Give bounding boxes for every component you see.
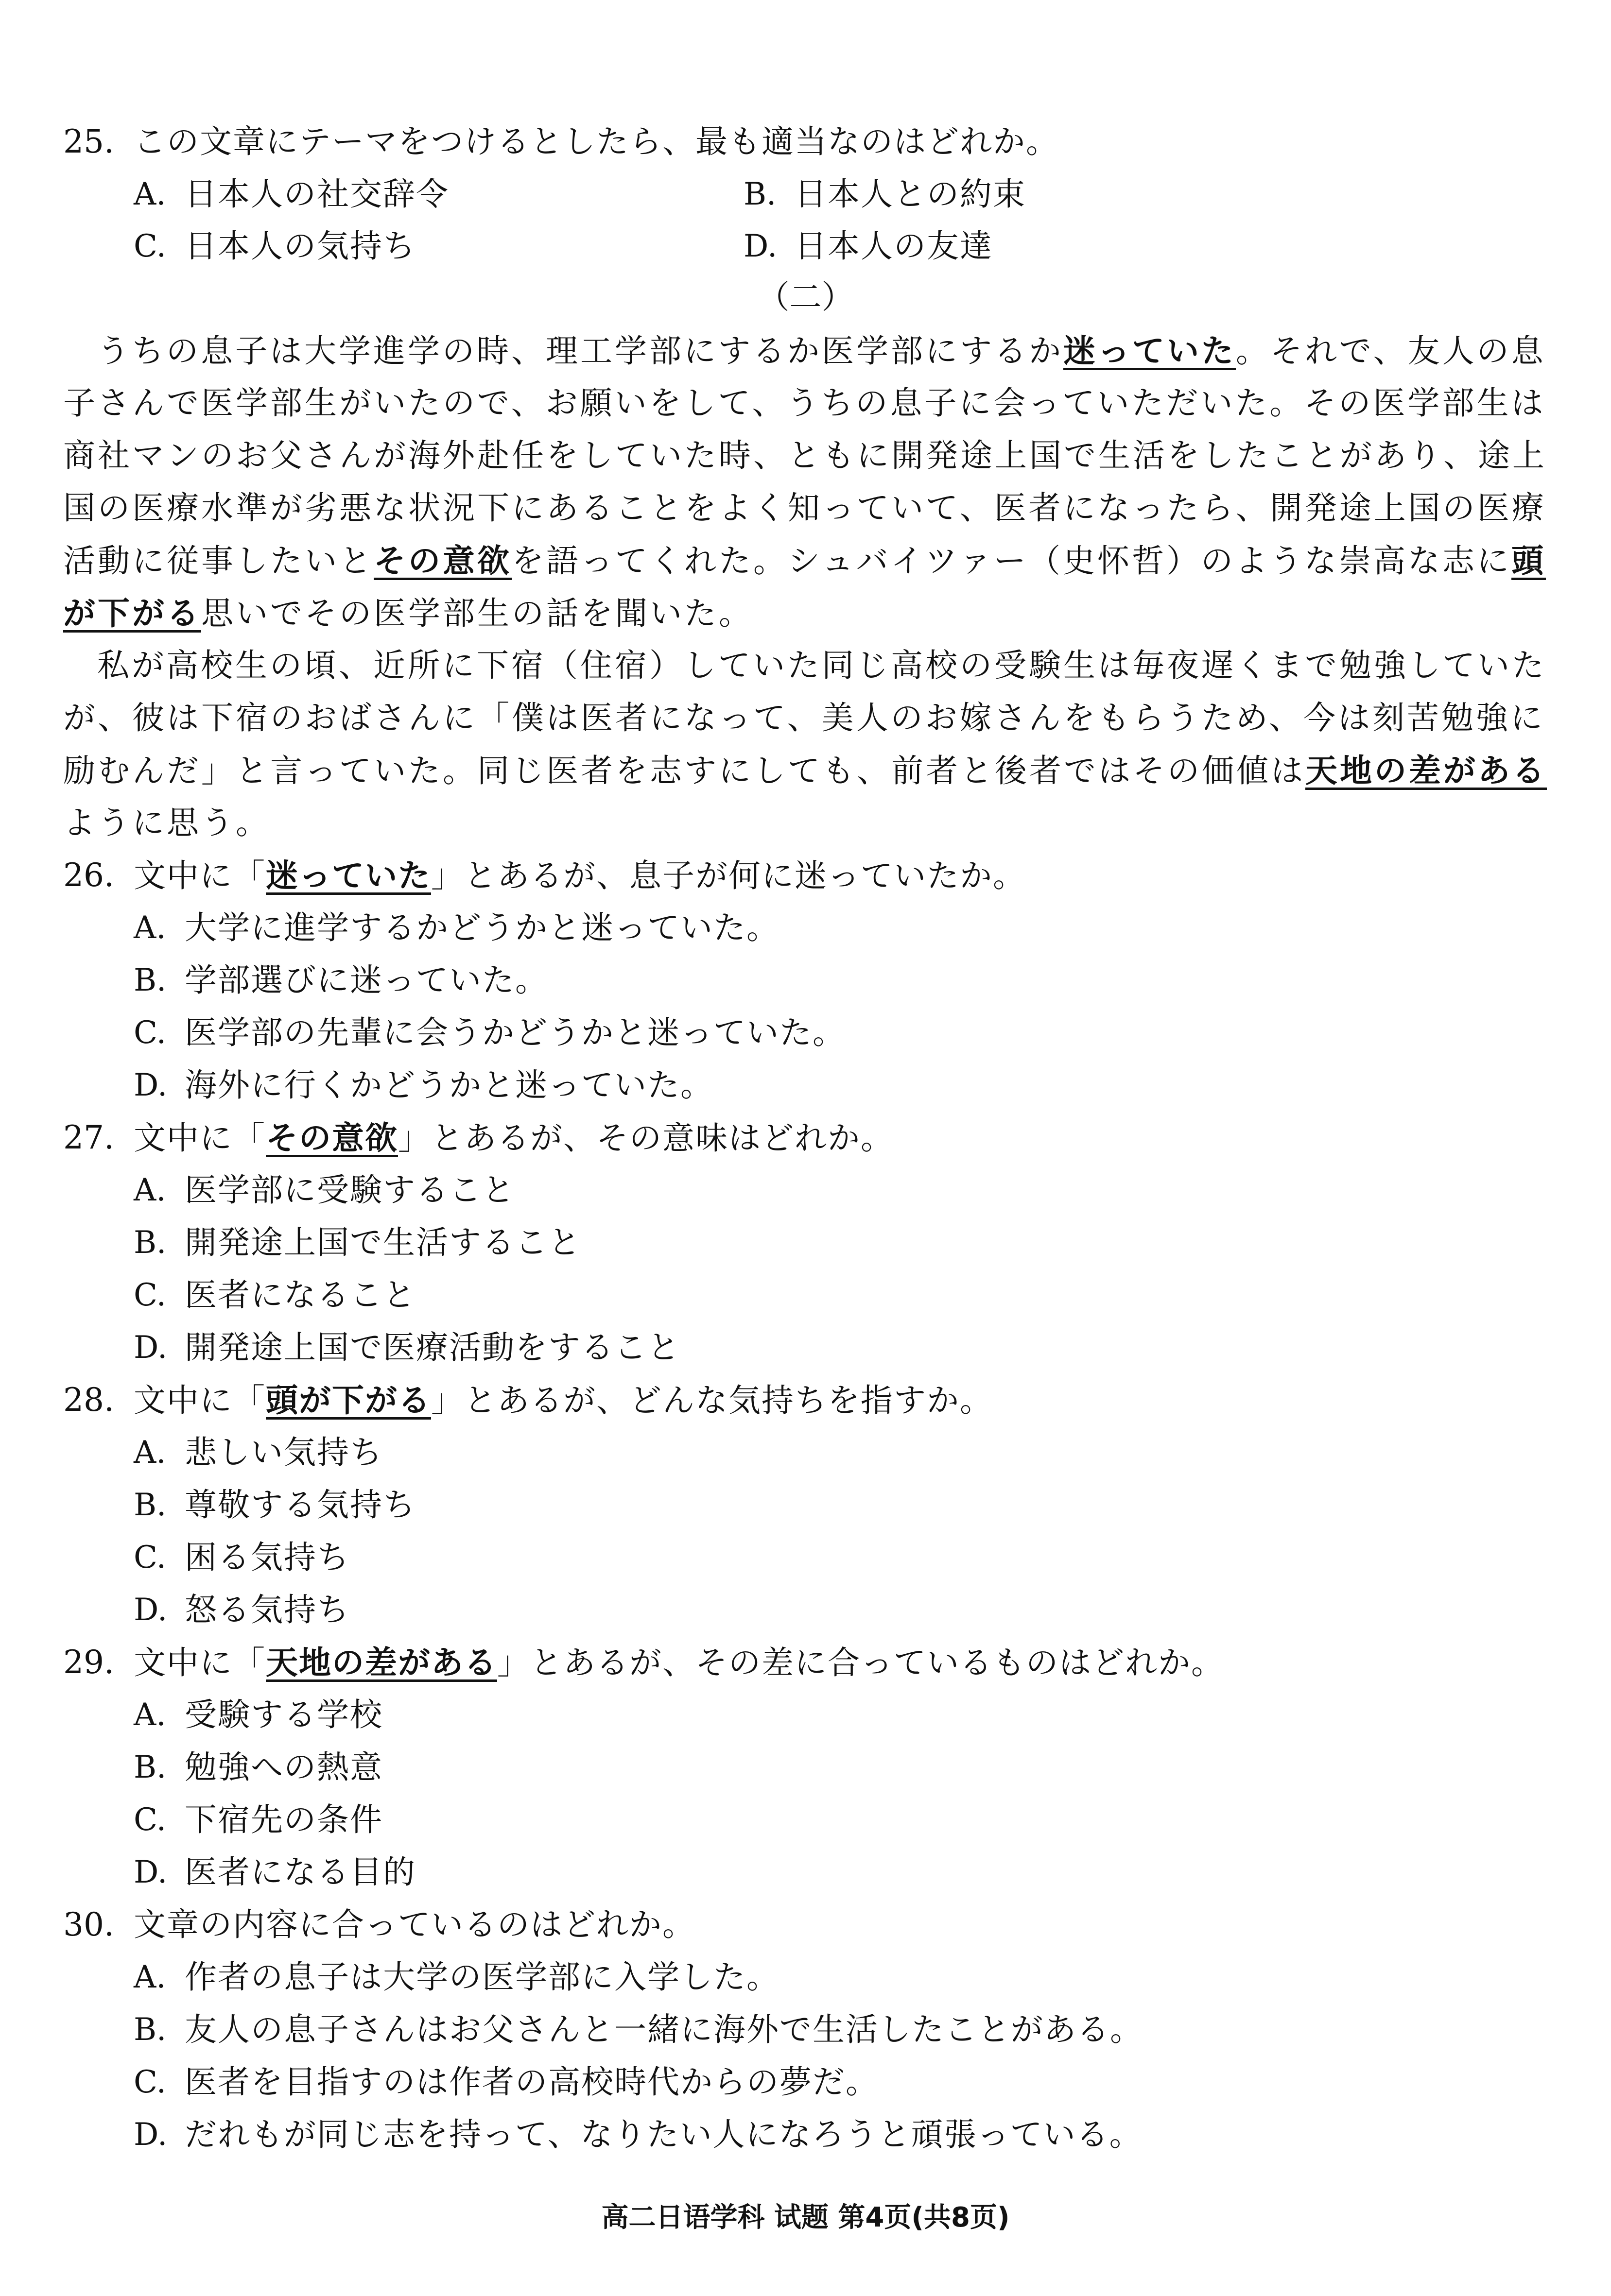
underlined-phrase: 天地の差がある [266,1644,497,1681]
q29-option-a-label: A. [134,1697,166,1733]
q28-option-c-text: 困る気持ち [185,1539,350,1576]
question-28-text [134,1381,993,1420]
passage-text: ように思う。 [63,804,270,841]
question-25-number: 25. [63,123,114,160]
passage-line-1 [97,331,1584,371]
q30-option-b-label: B. [134,2012,167,2048]
page-footer: 高二日语学科 试题 第4页(共8页) [601,2202,1010,2233]
underlined-phrase: 頭が下がる [266,1381,431,1419]
q27-option-a-label: A. [134,1172,166,1208]
q25-option-a-label: A. [134,176,166,212]
passage-text: 私が高校生の頃、近所に下宿（住宿）していた同じ高校の受験生は毎夜遅くまで勉強していた [97,647,1546,684]
q28-option-a-text: 悲しい気持ち [185,1434,383,1471]
q28-option-d-label: D. [134,1592,168,1628]
q30-option-c-text: 医者を目指すのは作者の高校時代からの夢だ。 [185,2063,879,2101]
question-text: 文中に「 [134,857,266,894]
question-text: 文中に「 [134,1382,266,1419]
passage-line-8 [63,699,1550,737]
underlined-phrase: 頭 [1511,542,1546,580]
question-text: 文中に「 [134,1119,266,1157]
q30-option-b-text: 友人の息子さんはお父さんと一緒に海外で生活したことがある。 [185,2011,1143,2048]
q26-option-d-text: 海外に行くかどうかと迷っていた。 [185,1066,713,1104]
q26-option-c-label: C. [134,1015,167,1051]
question-25-text: この文章にテーマをつけるとしたら、最も適当なのはどれか。 [134,123,1059,160]
passage-line-4 [63,489,1550,528]
q25-option-b-label: B. [744,176,777,212]
underlined-phrase: その意欲 [374,542,512,580]
q28-option-a-label: A. [134,1435,166,1471]
passage-text: 子さんで医学部生がいたので、お願いをして、うちの息子に会っていただいた。その医学部生は [63,384,1546,422]
q25-option-b-text: 日本人との約束 [795,175,1026,213]
q29-option-d-text: 医者になる目的 [185,1853,416,1891]
passage-line-2 [63,384,1550,423]
passage-text: 励むんだ」と言っていた。同じ医者を志すにしても、前者と後者ではその価値は [63,752,1305,789]
q28-option-b-text: 尊敬する気持ち [185,1486,416,1524]
q27-option-a-text: 医学部に受験すること [185,1171,515,1209]
q30-option-d-text: だれもが同じ志を持って、なりたい人になろうと頑張っている。 [185,2116,1143,2153]
q30-option-c-label: C. [134,2064,167,2100]
question-text: 文中に「 [134,1644,266,1681]
q27-option-b-label: B. [134,1225,167,1261]
q25-option-d-text: 日本人の友達 [795,227,993,265]
underlined-phrase: 迷っていた [1063,332,1236,370]
question-26-text [134,856,1026,895]
passage-line-10 [63,804,1550,842]
q25-option-a-text: 日本人の社交辞令 [185,175,449,213]
q29-option-c-text: 下宿先の条件 [185,1801,383,1838]
q26-option-c-text: 医学部の先輩に会うかどうかと迷っていた。 [185,1014,846,1051]
question-text: 」とあるが、息子が何に迷っていたか。 [431,857,1026,894]
q29-option-c-label: C. [134,1802,167,1838]
underlined-phrase: 迷っていた [266,857,431,894]
q29-option-b-label: B. [134,1749,167,1785]
q25-option-c-label: C. [134,228,167,264]
q29-option-d-label: D. [134,1854,168,1890]
section-title: （二） [757,278,854,316]
question-text: 」とあるが、その差に合っているものはどれか。 [497,1644,1224,1681]
q30-option-a-text: 作者の息子は大学の医学部に入学した。 [185,1958,780,1996]
q28-option-c-label: C. [134,1540,167,1576]
q26-option-a-label: A. [134,910,166,946]
question-26-number: 26. [63,857,114,894]
passage-line-3 [63,436,1550,475]
question-29-number: 29. [63,1644,114,1681]
q27-option-d-label: D. [134,1330,168,1366]
q30-option-d-label: D. [134,2117,168,2153]
passage-text: を語ってくれた。シュバイツァー（史怀哲）のような崇高な志に [512,542,1512,580]
underlined-phrase: が下がる [63,594,201,632]
q27-option-c-text: 医者になること [185,1276,416,1314]
q28-option-d-text: 怒る気持ち [185,1591,350,1628]
q29-option-b-text: 勉強への熱意 [185,1748,383,1786]
passage-text: 活動に従事したいと [63,542,374,580]
question-text: 」とあるが、その意味はどれか。 [398,1119,894,1157]
passage-line-9 [63,751,1550,790]
question-27-text [134,1118,894,1158]
q25-option-d-label: D. [744,228,778,264]
passage-line-5 [63,541,1550,581]
passage-text: 商社マンのお父さんが海外赴任をしていた時、ともに開発途上国で生活をしたことがあり、途上 [63,437,1547,474]
passage-line-7 [97,646,1584,685]
q25-option-c-text: 日本人の気持ち [185,227,416,265]
question-30-text: 文章の内容に合っているのはどれか。 [134,1906,695,1943]
question-text: 」とあるが、どんな気持ちを指すか。 [431,1382,993,1419]
passage-text: うちの息子は大学進学の時、理工学部にするか医学部にするか [97,332,1063,370]
passage-text: が、彼は下宿のおばさんに「僕は医者になって、美人のお嫁さんをもらうため、今は刻苦勉強に [63,699,1545,737]
question-28-number: 28. [63,1381,114,1419]
question-29-text [134,1643,1224,1682]
q28-option-b-label: B. [134,1487,167,1523]
q26-option-b-text: 学部選びに迷っていた。 [185,961,548,999]
question-30-number: 30. [63,1906,114,1943]
question-27-number: 27. [63,1119,114,1156]
q27-option-d-text: 開発途上国で医療活動をすること [185,1329,680,1366]
passage-text: 国の医療水準が劣悪な状況下にあることをよく知っていて、医者になったら、開発途上国の医療 [63,489,1546,527]
passage-line-6 [63,594,1550,633]
q27-option-c-label: C. [134,1277,167,1313]
underlined-phrase: 天地の差がある [1305,752,1547,789]
q26-option-a-text: 大学に進学するかどうかと迷っていた。 [185,909,780,946]
q27-option-b-text: 開発途上国で生活すること [185,1224,581,1261]
q30-option-a-label: A. [134,1959,166,1995]
q29-option-a-text: 受験する学校 [185,1696,383,1733]
passage-text: 思いでその医学部生の話を聞いた。 [201,595,753,632]
underlined-phrase: その意欲 [266,1119,398,1157]
q26-option-b-label: B. [134,962,167,998]
passage-text: 。それで、友人の息 [1236,332,1546,370]
q26-option-d-label: D. [134,1067,168,1103]
